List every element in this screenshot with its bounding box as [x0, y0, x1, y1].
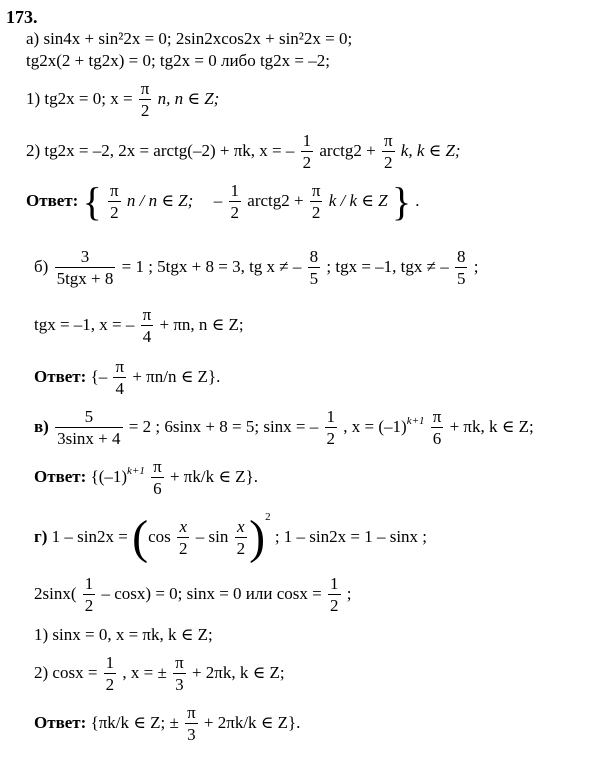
denominator: 2 — [139, 99, 152, 120]
text: = 1 ; 5tgx + 8 = 3, tg x ≠ – — [121, 256, 302, 276]
denominator: 2 — [382, 151, 395, 172]
numerator: π — [432, 407, 442, 426]
fraction — [177, 518, 190, 558]
part-d-line3: 1) sinx = 0, x = πk, k ∈ Z; — [34, 625, 213, 644]
text: 1) tg2x = 0; x = — [26, 88, 133, 108]
fraction — [431, 408, 444, 448]
numerator: 1 — [302, 131, 312, 150]
numerator: π — [142, 305, 152, 324]
fraction — [301, 132, 314, 172]
numerator: 1 — [326, 407, 336, 426]
text: + πn, n ∈ Z; — [159, 314, 244, 334]
part-d-line1 — [34, 511, 428, 565]
text: {πk/k ∈ Z; ± — [90, 712, 179, 732]
numerator: x — [237, 517, 245, 537]
text: – — [213, 190, 223, 210]
numerator: 1 — [330, 574, 339, 593]
numerator: 1 — [105, 653, 115, 672]
denominator: 2 — [310, 201, 323, 222]
fraction — [328, 575, 341, 615]
numerator: π — [153, 457, 162, 476]
text: + 2πk/k ∈ Z}. — [203, 712, 301, 732]
left-brace: { — [82, 179, 102, 224]
text: k, k ∈ Z; — [400, 140, 461, 160]
numerator: π — [115, 357, 125, 376]
text: n, n ∈ Z; — [157, 88, 220, 108]
denominator: 3sinx + 4 — [57, 428, 121, 448]
text: cos — [148, 527, 171, 546]
left-paren: ( — [132, 511, 149, 565]
part-a-answer — [26, 179, 420, 224]
numerator: π — [383, 131, 393, 150]
denominator: 5 — [309, 268, 319, 288]
fraction — [55, 408, 122, 448]
denominator: 6 — [151, 477, 164, 498]
numerator: 5 — [84, 407, 94, 426]
fraction — [229, 182, 242, 222]
problem-number: 173. — [6, 7, 38, 27]
text: 2) tg2x = –2, 2x = arctg(–2) + πk, x = – — [26, 140, 295, 160]
numerator: π — [187, 703, 196, 722]
fraction — [151, 458, 164, 498]
part-d-answer — [34, 704, 300, 744]
fraction — [308, 248, 321, 288]
text: tgx = –1, x = – — [34, 314, 135, 334]
part-b-line2 — [34, 306, 244, 346]
label: в) — [34, 416, 49, 436]
text: – cosx) = 0; sinx = 0 или cosx = — [101, 583, 322, 603]
text: 2sinx( — [34, 583, 77, 603]
fraction — [173, 654, 186, 694]
fraction — [83, 575, 96, 615]
answer-label: Ответ: — [34, 366, 87, 386]
exponent: k+1 — [127, 464, 145, 477]
text: . — [415, 190, 420, 210]
numerator: π — [311, 181, 321, 201]
text: n / n ∈ Z; — [126, 190, 194, 210]
text: k / k ∈ Z — [328, 190, 388, 210]
text: {(–1) — [90, 466, 128, 486]
text: – sin — [195, 527, 229, 546]
denominator: 2 — [108, 201, 121, 222]
denominator: 3 — [185, 723, 198, 744]
part-b-line1 — [34, 248, 478, 288]
fraction — [325, 408, 338, 448]
exponent: k+1 — [406, 414, 425, 427]
text: + πk, k ∈ Z; — [449, 416, 534, 436]
denominator: 4 — [141, 325, 154, 346]
text: ; tgx = –1, tgx ≠ – — [326, 256, 449, 276]
fraction — [108, 182, 121, 222]
answer-label: Ответ: — [26, 190, 79, 210]
part-c-answer — [34, 458, 258, 498]
answer-label: Ответ: — [34, 466, 87, 486]
denominator: 2 — [236, 539, 246, 559]
denominator: 2 — [326, 428, 336, 448]
denominator: 2 — [84, 595, 94, 615]
text: = 2 ; 6sinx + 8 = 5; sinx = – — [128, 416, 319, 436]
denominator: 6 — [431, 427, 444, 448]
numerator: 8 — [456, 247, 466, 266]
text: ; — [473, 256, 479, 276]
text: 2) cosx = — [34, 662, 98, 682]
text: arctg2 + — [319, 140, 376, 160]
denominator: 5tgx + 8 — [56, 268, 114, 288]
text: , x = ± — [122, 662, 167, 682]
denominator: 5 — [456, 268, 466, 288]
right-paren: ) — [249, 511, 266, 565]
denominator: 2 — [178, 539, 188, 559]
part-a-case2 — [26, 132, 461, 172]
text: + πn/n ∈ Z}. — [132, 366, 221, 386]
numerator: π — [110, 181, 119, 201]
fraction — [455, 248, 468, 288]
numerator: x — [179, 517, 187, 537]
fraction — [235, 518, 248, 558]
denominator: 2 — [230, 203, 240, 222]
denominator: 2 — [105, 674, 115, 694]
fraction — [55, 248, 116, 288]
part-a-line2: tg2x(2 + tg2x) = 0; tg2x = 0 либо tg2x = –2; — [26, 51, 330, 70]
text: 1 – sin2x = — [51, 527, 128, 546]
numerator: 3 — [80, 247, 90, 266]
fraction — [113, 358, 126, 398]
fraction — [104, 654, 117, 694]
right-brace: } — [391, 179, 412, 224]
numerator: 8 — [309, 247, 319, 266]
text: {– — [90, 366, 108, 386]
text: + πk/k ∈ Z}. — [169, 466, 258, 486]
answer-label: Ответ: — [34, 712, 87, 732]
numerator: 1 — [230, 181, 240, 201]
text: + 2πk, k ∈ Z; — [191, 662, 285, 682]
text: arctg2 + — [247, 190, 304, 210]
part-d-line2 — [34, 575, 351, 615]
part-a-line1: а) sin4x + sin²2x = 0; 2sin2xcos2x + sin²2x = 0; — [26, 29, 353, 48]
part-c-line1 — [34, 408, 534, 448]
fraction — [139, 80, 152, 120]
fraction — [382, 132, 395, 172]
exponent: 2 — [265, 511, 271, 523]
fraction — [310, 182, 323, 222]
denominator: 4 — [113, 377, 126, 398]
denominator: 2 — [330, 595, 339, 615]
text: , x = (–1) — [343, 416, 407, 436]
numerator: π — [140, 79, 150, 98]
fraction — [185, 704, 198, 744]
denominator: 3 — [173, 673, 186, 694]
fraction — [141, 306, 154, 346]
numerator: 1 — [84, 574, 94, 593]
part-b-answer — [34, 358, 220, 398]
part-d-line4 — [34, 654, 285, 694]
label: б) — [34, 256, 49, 276]
label: г) — [34, 527, 48, 546]
numerator: π — [175, 653, 184, 672]
text: ; 1 – sin2x = 1 – sinx ; — [274, 527, 428, 546]
part-a-case1 — [26, 80, 219, 120]
text: ; — [346, 583, 352, 603]
denominator: 2 — [302, 152, 312, 172]
